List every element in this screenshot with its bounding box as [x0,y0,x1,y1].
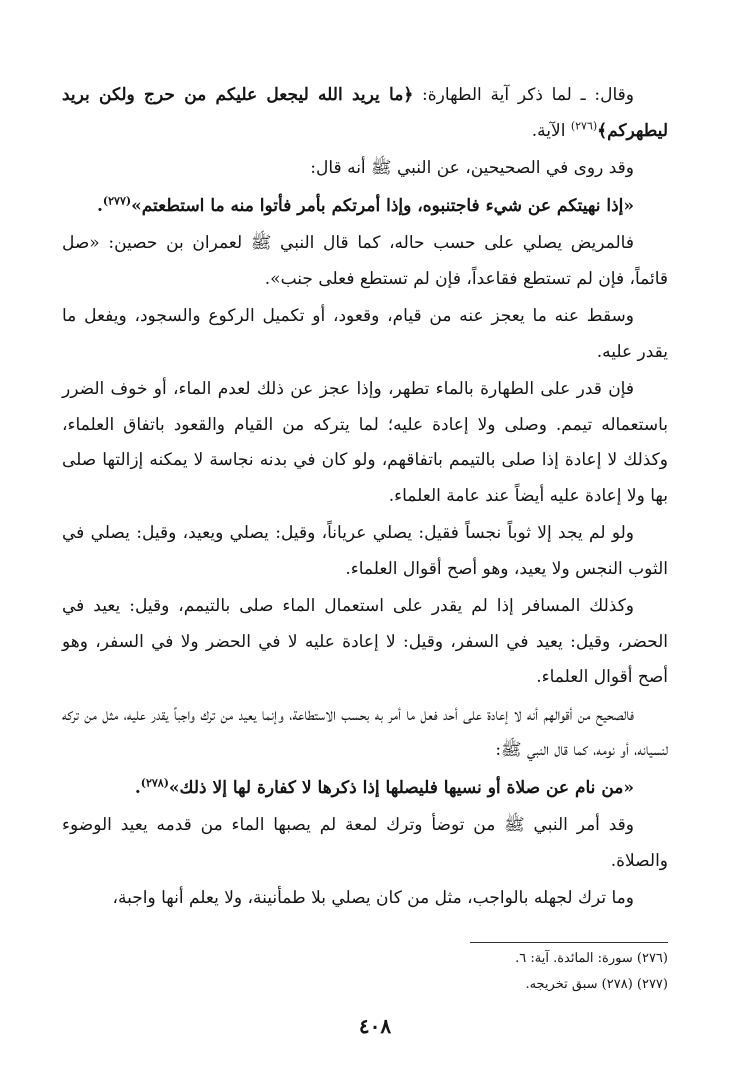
footnote-ref-276: (٢٧٦) [570,118,598,132]
page-number: ٤٠٨ [358,1014,392,1038]
paragraph-1: وقال: ـ لما ذكر آية الطهارة: ﴿ما يريد الله ليجعل عليكم من حرج ولكن بريد ليطهركم﴾$^{(٢٧٦)}$ الآية. [62,85,668,141]
footnotes [62,946,668,998]
paragraph-5: وسقط عنه ما يعجز عنه من قيام، وقعود، أو تكميل الركوع والسجود، ويفعل ما يقدر عليه. [62,306,668,362]
footnote-divider [470,942,668,943]
paragraph-11: وقد أمر النبي ﷺ من توضأ وترك لمعة لم يصبها الماء من قدمه يعيد الوضوء والصلاة. [62,815,668,871]
quran-quote: ﴿ما يريد الله ليجعل عليكم من حرج ولكن بريد ليطهركم﴾ [62,85,668,141]
paragraph-10: «من نام عن صلاة أو نسيها فليصلها إذا ذكرها لا كفارة لها إلا ذلك»$^{(٢٧٨)}$. [134,775,634,798]
footnote-ref-277: (٢٧٧) [102,193,132,207]
footnote-276: (٢٧٦) سورة: المائدة. آية: ٦. [515,951,668,966]
paragraph-2: وقد روى في الصحيحين، عن النبي ﷺ أنه قال: [310,158,634,178]
paragraph-12: وما ترك لجهله بالواجب، مثل من كان يصلي بلا طمأنينة، ولا يعلم أنها واجبة، [112,888,634,908]
paragraph-3: «إذا نهيتكم عن شيء فاجتنبوه، وإذا أمرتكم بأمر فأتوا منه ما استطعتم»$^{(٢٧٧)}$. [97,193,634,216]
paragraph-9: فالصحيح من أقوالهم أنه لا إعادة على أحد فعل ما أمر به بحسب الاستطاعة، وإنما يعيد من ترك واجباً يقدر عليه، مثل من تركه لنسيانه، أو نومه، كما قال النبي ﷺ: [62,704,668,760]
hadith-quote: «من نام عن صلاة أو نسيها فليصلها إذا ذكرها لا كفارة لها إلا ذلك» [168,777,634,798]
footnote-ref-278: (٢٧٨) [140,775,169,789]
main-text [62,78,668,917]
paragraph-6: فإن قدر على الطهارة بالماء تطهر، وإذا عجز عن ذلك لعدم الماء، أو خوف الضرر باستعماله تيمم. وصلى ولا إعادة عليه؛ لما يتركه من القيام والقعود باتفاق العلماء، وكذلك لا إعادة إذا صلى بالتيمم باتفاقهم، ولو كان في بدنه نجاسة لا يمكنه إزالتها صلى بها ولا إعادة عليه أيضاً عند عامة العلماء. [62,379,668,506]
paragraph-7: ولو لم يجد إلا ثوباً نجساً فقيل: يصلي عرياناً، وقيل: يصلي ويعيد، وقيل: يصلي في الثوب النجس ولا يعيد، وهو أصح أقوال العلماء. [62,523,668,579]
footnote-277-278: (٢٧٧) (٢٧٨) سبق تخريجه. [525,977,668,992]
hadith-quote: «إذا نهيتكم عن شيء فاجتنبوه، وإذا أمرتكم بأمر فأتوا منه ما استطعتم» [131,195,634,216]
paragraph-8: وكذلك المسافر إذا لم يقدر على استعمال الماء صلى بالتيمم، وقيل: يعيد في الحضر، وقيل: يعيد في السفر، وقيل: لا إعادة عليه لا في الحضر ولا في السفر، وهو أصح أقوال العلماء. [62,596,668,687]
paragraph-4: فالمريض يصلي على حسب حاله، كما قال النبي ﷺ لعمران بن حصين: «صل قائماً، فإن لم تستطع فقاعداً، فإن لم تستطع فعلى جنب». [62,233,668,289]
